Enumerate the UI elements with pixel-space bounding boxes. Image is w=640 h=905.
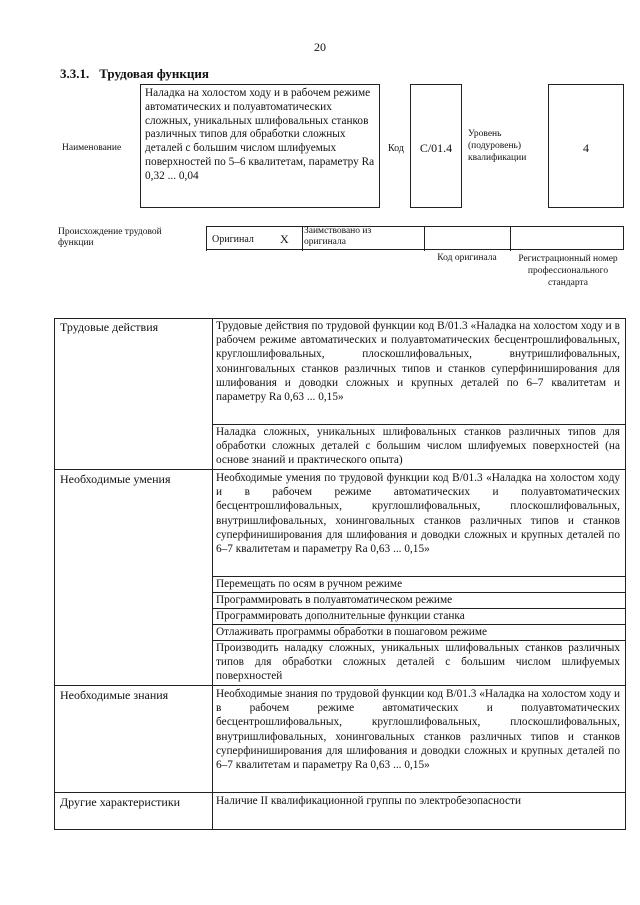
skills-label: Необходимые умения <box>60 472 171 486</box>
origin-borrowed-label: Заимствовано из оригинала <box>304 226 372 247</box>
skill-item: Программировать дополнительные функции станка <box>216 610 465 622</box>
origin-cell-reg <box>510 227 624 251</box>
skill-item: Необходимые умения по трудовой функции код В/01.3 «Наладка на холостом ходу и в рабочем режиме автоматических и полуавтоматических бесцентрошлифовальных, круглошлифовальных, плоскошлифовальных, внутришлифовальных, хонинговальных станков различных типов и станков суперфиниширования для шлифования и доводки сложных и крупных деталей по 6–7 квалитетам и параметру Ra 0,63 ... 0,15» <box>216 472 620 556</box>
labor-action-item: Трудовые действия по трудовой функции код В/01.3 «Наладка на холостом ходу и в рабочем режиме автоматических и полуавтоматических бесцентрошлифовальных, круглошлифовальных, плоскошлифовальных, внутришлифовальных, хонинговальных станков различных типов и станков суперфиниширования для шлифования и доводки сложных и крупных деталей по 6–7 квалитетам и параметру Ra 0,63 ... 0,15» <box>216 320 620 404</box>
other-characteristics-label: Другие характеристики <box>60 795 181 809</box>
skill-item: Отлаживать программы обработки в пошаговом режиме <box>216 626 487 638</box>
skill-item: Программировать в полуавтоматическом режиме <box>216 594 453 606</box>
other-characteristics-item: Наличие II квалификационной группы по электробезопасности <box>216 795 522 807</box>
level-label: Уровень (подуровень) квалификации <box>468 129 527 163</box>
row-divider <box>54 792 626 793</box>
row-divider <box>54 469 626 470</box>
section-number: 3.3.1. <box>60 66 90 81</box>
skill-item: Перемещать по осям в ручном режиме <box>216 578 403 590</box>
row-divider <box>54 685 626 686</box>
labor-action-item: Наладка сложных, уникальных шлифовальных станков различных типов для обработки сложных деталей с большим числом шлифуемых поверхностей (на основе знаний и практического опыта) <box>216 426 620 467</box>
registration-number-label: Регистрационный номер профессионального стандарта <box>518 254 618 288</box>
knowledge-label: Необходимые знания <box>60 688 169 702</box>
origin-original-mark: X <box>280 232 289 246</box>
origin-original-label: Оригинал <box>212 234 254 245</box>
knowledge-item: Необходимые знания по трудовой функции код В/01.3 «Наладка на холостом ходу и в рабочем режиме автоматических и полуавтоматических бесцентрошлифовальных, круглошлифовальных, плоскошлифовальных, внутришлифовальных, хонинговальных станков различных типов и станков суперфиниширования для шлифования и доводки сложных и крупных деталей по 6–7 квалитетам и параметру Ra 0,63 ... 0,15» <box>216 688 620 772</box>
code-value: C/01.4 <box>419 141 453 155</box>
skill-item: Производить наладку сложных, уникальных шлифовальных станков различных типов для обработки сложных деталей с большим числом шлифуемых поверхностей <box>216 642 620 683</box>
origin-table <box>206 226 624 250</box>
origin-label: Происхождение трудовой функции <box>58 227 162 248</box>
table-column-divider <box>212 318 213 830</box>
page-number: 20 <box>314 40 326 54</box>
section-title: Трудовая функция <box>99 66 209 81</box>
name-value-box: Наладка на холостом ходу и в рабочем режиме автоматических и полуавтоматических сложных, уникальных шлифовальных станков различных типов для обработки сложных деталей с большим числом шлифуемых поверхностей по 5–6 квалитетам, параметру Ra 0,32 ... 0,04 <box>140 84 380 208</box>
section-heading <box>60 66 209 82</box>
labor-actions-label: Трудовые действия <box>60 320 159 334</box>
origin-cell-code <box>424 227 510 251</box>
code-original-label: Код оригинала <box>437 253 497 263</box>
code-label: Код <box>388 143 404 154</box>
name-label: Наименование <box>62 143 122 153</box>
level-value: 4 <box>583 141 589 155</box>
